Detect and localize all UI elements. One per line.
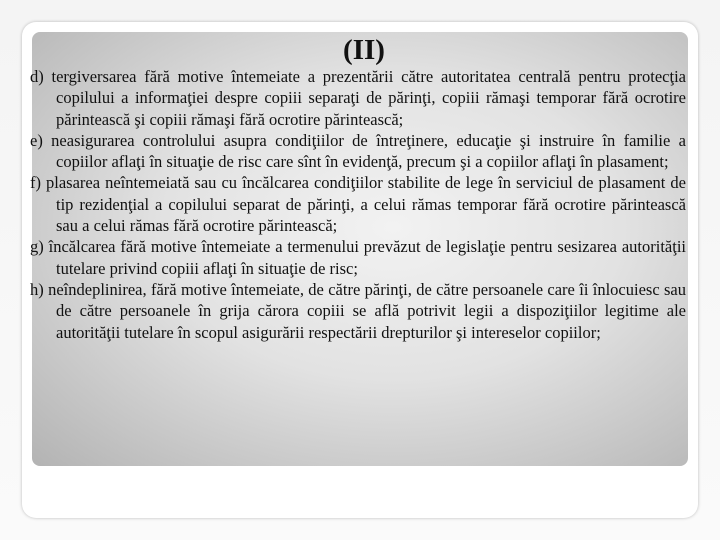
list-item-g: g) încălcarea fără motive întemeiate a termenului prevăzut de legislaţie pentru sesizarea autorităţii tutelare privind copiii aflaţi în situaţie de risc; — [30, 237, 686, 278]
slide-body — [30, 66, 686, 343]
slide-title: (II) — [343, 34, 385, 66]
list-item-f: f) plasarea neîntemeiată sau cu încălcarea condiţiilor stabilite de lege în serviciul de plasament de tip rezidenţial a copilului separat de părinţi, a celui rămas temporar fără ocrotire părintească sau a celui rămas fără ocrotire părintească; — [30, 173, 686, 236]
list-item-d: d) tergiversarea fără motive întemeiate a prezentării către autoritatea centrală pentru protecţia copilului a informaţiei despre copiii separaţi de părinţi, copiii rămaşi temporar fără ocrotire părintească şi copiii rămaşi fără ocrotire părintească; — [30, 67, 686, 129]
list-item-h: h) neîndeplinirea, fără motive întemeiate, de către părinţi, de către persoanele care îi înlocuiesc sau de către persoanele în grija cărora copiii se află potrivit legii a dispoziţiilor legitime ale autorităţii tutelare în scopul asigurării respectării drepturilor şi intereselor copiilor; — [30, 279, 686, 342]
list-item-e: e) neasigurarea controlului asupra condiţiilor de întreţinere, educaţie şi instruire în familie a copiilor aflaţi în situaţie de risc care sînt în evidenţă, precum şi a copiilor aflaţi în plasament; — [30, 130, 686, 172]
